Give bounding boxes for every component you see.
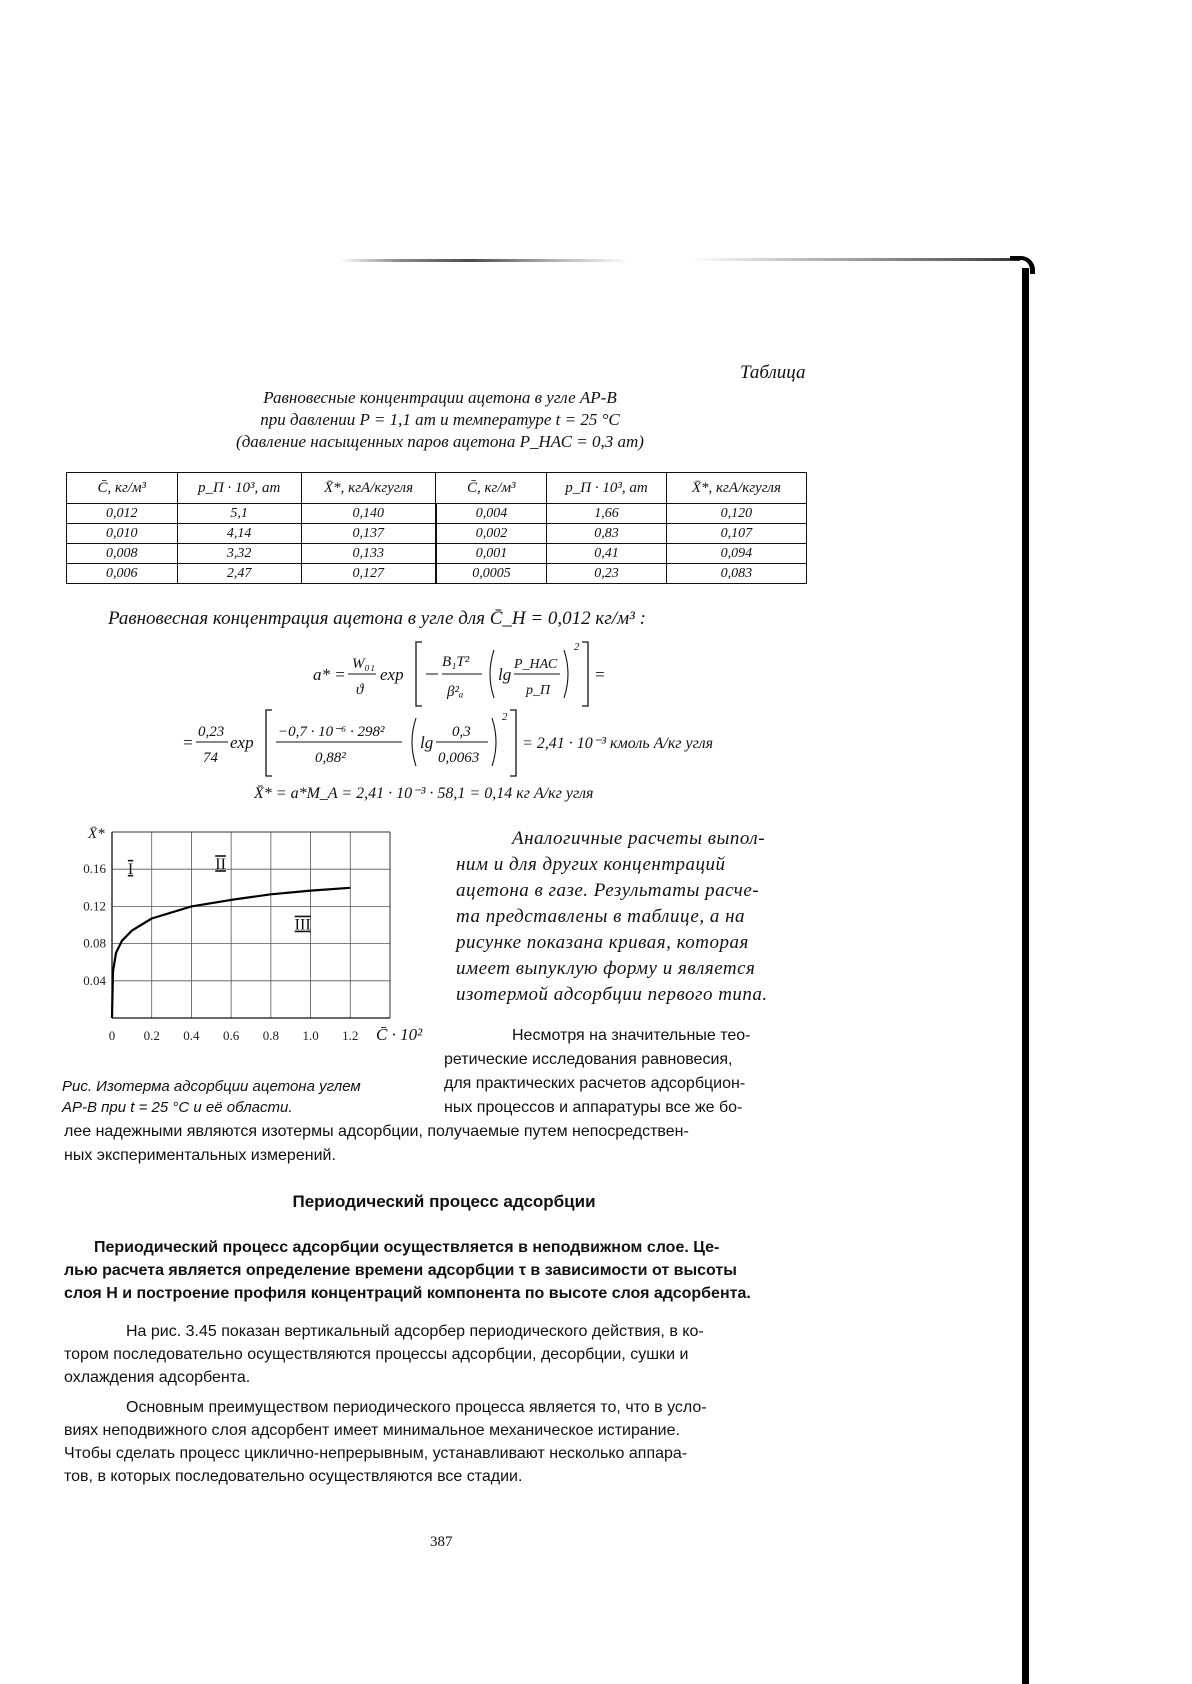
table-header-cell: p_П · 10³, ат <box>177 473 301 504</box>
chart-x-tick-label: 1.0 <box>302 1028 319 1043</box>
table-header-cell: X̄*, кгА/кгугля <box>301 473 435 504</box>
chart-x-tick-label: 0.2 <box>143 1028 160 1043</box>
formula-result: = 2,41 · 10⁻³ кмоль А/кг угля <box>522 735 714 752</box>
formula-den: 0,0063 <box>438 750 480 766</box>
formula-num: −0,7 · 10⁻⁶ · 298² <box>278 724 385 740</box>
table-cell: 0,127 <box>301 564 435 584</box>
text-line: Аналогичные расчеты выпол- <box>512 828 766 849</box>
formula-den: β²ₐ <box>447 684 464 700</box>
table-cell: 0,083 <box>666 564 806 584</box>
table-cell: 0,83 <box>547 524 667 544</box>
chart-y-tick-label: 0.04 <box>83 972 106 988</box>
scan-page-edge <box>1022 268 1029 1684</box>
chart-x-axis-label: C̄ · 10² <box>376 1025 423 1044</box>
table-cell: 4,14 <box>177 524 301 544</box>
formula-num: W₀₁ <box>352 656 375 672</box>
table-cell: 0,133 <box>301 544 435 564</box>
chart-y-axis-label: X̄* <box>88 826 105 842</box>
text-line: слоя H и построение профиля концентраций компонента по высоте слоя адсорбента. <box>64 1285 751 1302</box>
table-cell: 0,094 <box>666 544 806 564</box>
table-row <box>67 544 807 564</box>
table-header-cell: p_П · 10³, ат <box>547 473 667 504</box>
text-line: Периодический процесс адсорбции осуществляется в неподвижном слое. Це- <box>94 1239 720 1256</box>
formula-equals: = <box>594 665 606 684</box>
formula-lg: lg <box>498 665 512 684</box>
table-cell: 2,47 <box>177 564 301 584</box>
chart-y-tick-label: 0.16 <box>83 861 106 877</box>
formula-block <box>170 636 790 806</box>
table-caption-line: (давление насыщенных паров ацетона P_НАС = 0,3 ат) <box>236 432 644 451</box>
table-header-cell: X̄*, кгА/кгугля <box>666 473 806 504</box>
formula-den: 0,88² <box>315 750 346 766</box>
table-cell: 0,107 <box>666 524 806 544</box>
formula-num: 0,23 <box>198 724 225 740</box>
text-line: ных экспериментальных измерений. <box>64 1147 336 1164</box>
chart-region-label: II <box>215 856 226 874</box>
formula-line3: X̄* = a*M_A = 2,41 · 10⁻³ · 58,1 = 0,14 кг А/кг угля <box>254 785 594 802</box>
scan-edge-line <box>340 259 630 262</box>
table-header-row <box>67 473 807 504</box>
table-cell: 0,010 <box>67 524 178 544</box>
paragraph-figure-ref <box>64 1320 824 1389</box>
chart-axes <box>112 832 390 1018</box>
paragraph-advantages <box>64 1396 824 1488</box>
text-line: На рис. 3.45 показан вертикальный адсорбер периодического действия, в ко- <box>126 1323 704 1340</box>
table-cell: 0,120 <box>666 504 806 524</box>
text-line: ных процессов и аппаратуры все же бо- <box>444 1099 743 1116</box>
isotherm-chart <box>60 818 440 1058</box>
text-line: та представлены в таблице, а на <box>456 906 746 927</box>
formula-intro: Равновесная концентрация ацетона в угле для C̄_Н = 0,012 кг/м³ : <box>108 608 646 629</box>
figure-caption-line: Рис. Изотерма адсорбции ацетона углем <box>62 1078 361 1095</box>
text-line: ним и для других концентраций <box>456 854 726 875</box>
paragraph-results <box>456 826 824 1008</box>
formula-den: 74 <box>203 750 218 766</box>
text-line: имеет выпуклую форму и является <box>456 958 756 979</box>
text-line: Основным преимуществом периодического процесса является то, что в усло- <box>126 1399 707 1416</box>
formula-num: 0,3 <box>452 724 471 740</box>
paragraph-bold <box>64 1236 824 1305</box>
chart-x-tick-label: 0.8 <box>262 1028 279 1043</box>
formula-lhs: a* = <box>313 665 346 684</box>
chart-x-tick-label: 0.4 <box>183 1028 200 1043</box>
table-cell: 3,32 <box>177 544 301 564</box>
text-line: виях неподвижного слоя адсорбент имеет минимальное механическое истирание. <box>64 1422 680 1439</box>
table-row <box>67 504 807 524</box>
text-line: охлаждения адсорбента. <box>64 1369 251 1386</box>
chart-x-tick-label: 0 <box>108 1028 116 1043</box>
table-cell: 0,004 <box>436 504 547 524</box>
table-cell: 0,0005 <box>436 564 547 584</box>
text-line: лью расчета является определение времени адсорбции τ в зависимости от высоты <box>64 1262 737 1279</box>
text-line: рисунке показана кривая, которая <box>456 932 749 953</box>
chart-region-label: III <box>294 916 311 934</box>
formula-den: ϑ <box>356 682 364 698</box>
equilibrium-table <box>66 472 807 584</box>
scan-edge-line <box>690 258 1020 261</box>
table-cell: 0,41 <box>547 544 667 564</box>
text-line: лее надежными являются изотермы адсорбции, получаемые путем непосредствен- <box>64 1123 689 1140</box>
table-caption-line: Равновесные концентрации ацетона в угле АР-В <box>263 388 617 407</box>
text-line: для практических расчетов адсорбцион- <box>444 1075 746 1092</box>
formula-num: P_НАС <box>514 657 558 672</box>
chart-grid <box>112 832 390 1018</box>
formula-den: p_П <box>526 683 551 698</box>
table-caption-line: при давлении P = 1,1 ат и температуре t = 25 °C <box>260 410 620 429</box>
page-number: 387 <box>430 1534 453 1550</box>
formula-lg: lg <box>420 733 434 752</box>
table-row <box>67 524 807 544</box>
text-line: ретические исследования равновесия, <box>444 1051 733 1068</box>
table-cell: 0,008 <box>67 544 178 564</box>
chart-region-label: I <box>127 860 134 878</box>
table-cell: 0,002 <box>436 524 547 544</box>
svg-text:2: 2 <box>574 641 580 653</box>
table-header-cell: C̄, кг/м³ <box>436 473 547 504</box>
text-line: изотермой адсорбции первого типа. <box>456 984 768 1005</box>
figure-caption-line: АР-В при t = 25 °C и её области. <box>62 1099 293 1116</box>
table-header-cell: C̄, кг/м³ <box>67 473 178 504</box>
formula-num: B₁T² <box>442 654 470 670</box>
text-line: тов, в которых последовательно осуществляются все стадии. <box>64 1468 523 1485</box>
text-line: Чтобы сделать процесс циклично-непрерывным, устанавливают несколько аппара- <box>64 1445 688 1462</box>
table-cell: 5,1 <box>177 504 301 524</box>
table-cell: 0,012 <box>67 504 178 524</box>
chart-y-tick-label: 0.08 <box>83 935 106 951</box>
formula-exp: exp <box>380 665 404 684</box>
chart-x-tick-label: 1.2 <box>342 1028 359 1043</box>
chart-y-tick-label: 0.12 <box>83 898 106 914</box>
chart-regions <box>128 856 311 933</box>
table-cell: 1,66 <box>547 504 667 524</box>
section-heading: Периодический процесс адсорбции <box>292 1192 596 1211</box>
table-label: Таблица <box>740 362 806 383</box>
table-cell: 0,23 <box>547 564 667 584</box>
text-line: тором последовательно осуществляются процессы адсорбции, десорбции, сушки и <box>64 1346 689 1363</box>
formula-exp: exp <box>230 733 254 752</box>
svg-text:2: 2 <box>502 711 508 723</box>
chart-ticks <box>83 826 423 1044</box>
table-row <box>67 564 807 584</box>
text-line: ацетона в газе. Результаты расче- <box>456 880 760 901</box>
text-line: Несмотря на значительные тео- <box>512 1027 751 1044</box>
formula-lhs: = <box>182 733 194 752</box>
table-cell: 0,001 <box>436 544 547 564</box>
table-cell: 0,006 <box>67 564 178 584</box>
table-cell: 0,137 <box>301 524 435 544</box>
chart-x-tick-label: 0.6 <box>223 1028 240 1043</box>
table-cell: 0,140 <box>301 504 435 524</box>
